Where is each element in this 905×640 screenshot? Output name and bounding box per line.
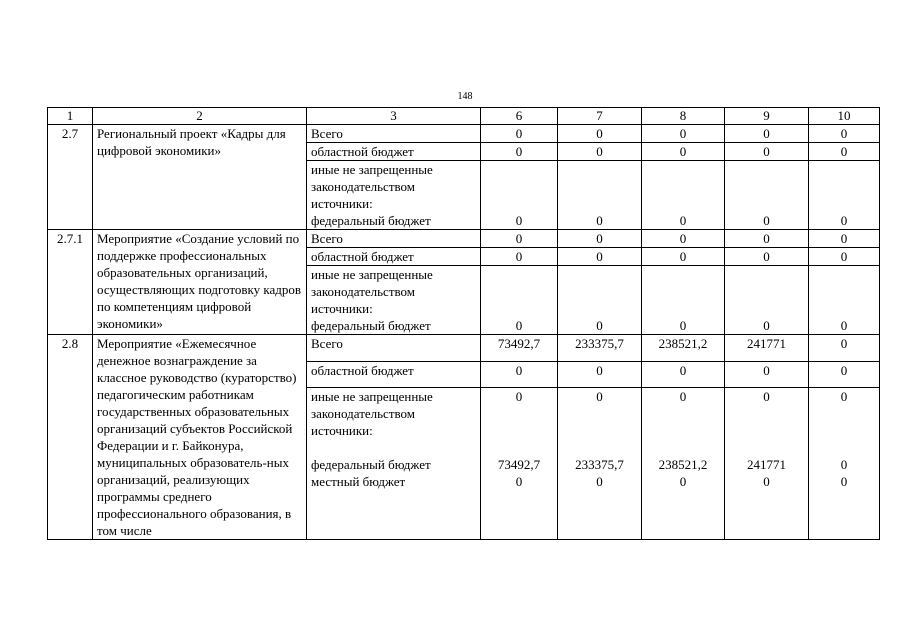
table-cell: 0 [642,230,725,248]
source-label: Всего [307,125,481,143]
table-cell [481,161,558,230]
cell-value: 0 [763,474,770,490]
row-name: Мероприятие «Создание условий по поддержке профессиональных образовательных организаций, осуществляющих подготовку кадров по компетенциям цифровой экономики» [93,230,307,335]
table-cell: 0 [809,230,880,248]
column-header: 3 [307,108,481,125]
table-cell: 0 [558,248,642,266]
cell-value: 0 [596,213,603,228]
table-row [48,335,880,362]
cell-value: 0 [763,389,770,405]
header-row [48,108,880,125]
source-label: областной бюджет [307,361,481,388]
table-cell: 0 [481,248,558,266]
source-label: областной бюджет [307,143,481,161]
table-cell [558,388,642,540]
cell-value: 0 [515,213,523,228]
table-cell [642,388,725,540]
table-cell: 0 [725,143,809,161]
cell-value: 0 [679,389,687,405]
page-number: 148 [457,91,473,102]
table-cell: 0 [809,143,880,161]
source-label [307,388,481,540]
cell-value: 0 [840,318,848,333]
table-cell [481,388,558,540]
cell-value: 233375,7 [575,457,624,473]
cell-value: 0 [763,213,770,228]
table-cell: 0 [809,248,880,266]
column-header: 1 [48,108,93,125]
source-label: Всего [307,335,481,362]
cell-value: 0 [679,213,687,228]
table-cell: 0 [809,361,880,388]
cell-value: 241771 [747,457,786,473]
table-cell: 233375,7 [558,335,642,362]
table-cell: 0 [481,361,558,388]
column-header: 6 [481,108,558,125]
source-label-line: законодательством [311,179,416,194]
source-label-line: иные не запрещенные [311,162,433,177]
source-label-line: источники: [311,196,373,211]
table-cell: 0 [725,230,809,248]
table-row [48,125,880,143]
column-header: 2 [93,108,307,125]
cell-value: 0 [763,318,770,333]
table-cell: 0 [642,125,725,143]
table-cell: 0 [725,125,809,143]
source-label-line: законодательством [311,284,416,299]
column-header: 7 [558,108,642,125]
table-cell: 241771 [725,335,809,362]
table-cell: 0 [558,230,642,248]
source-label: областной бюджет [307,248,481,266]
table-cell: 0 [558,361,642,388]
cell-value: 0 [840,213,848,228]
table-cell: 0 [642,143,725,161]
cell-value: 73492,7 [497,457,541,473]
cell-value: 0 [515,318,523,333]
table-cell [809,266,880,335]
table-cell [809,388,880,540]
source-label-line: законодательством [311,406,416,422]
table-cell [558,161,642,230]
column-header: 10 [809,108,880,125]
row-name: Региональный проект «Кадры для цифровой экономики» [93,125,307,230]
row-number: 2.7 [48,125,93,230]
table-cell [725,266,809,335]
column-header: 8 [642,108,725,125]
table-cell [725,388,809,540]
cell-value: 0 [596,474,603,490]
cell-value: 0 [840,457,848,473]
table-cell [809,161,880,230]
table-cell: 0 [481,230,558,248]
source-label [307,266,481,335]
table-cell: 238521,2 [642,335,725,362]
table-cell: 0 [809,125,880,143]
table-cell: 0 [809,335,880,362]
table-cell [642,266,725,335]
row-number: 2.8 [48,335,93,540]
row-name: Мероприятие «Ежемесячное денежное вознаграждение за классное руководство (кураторство) педагогическим работникам государственных образовательных организаций субъектов Российской Федерации и г. Байконура, муниципальных образователь-ных организаций, реализующих программы среднего профессионального образования, в том числе [93,335,307,540]
table-cell: 73492,7 [481,335,558,362]
source-label-line: федеральный бюджет [311,213,431,228]
table-cell [725,161,809,230]
source-label-line: источники: [311,423,373,439]
table-cell: 0 [642,248,725,266]
cell-value: 0 [840,389,848,405]
source-label-line: федеральный бюджет [311,318,431,333]
table-cell: 0 [481,125,558,143]
cell-value: 238521,2 [658,457,708,473]
table-row [48,230,880,248]
table-cell: 0 [558,143,642,161]
table-cell [481,266,558,335]
table-cell: 0 [725,361,809,388]
table-cell: 0 [558,125,642,143]
cell-value: 0 [679,318,687,333]
source-label-line: иные не запрещенные [311,389,433,405]
cell-value: 0 [515,474,523,490]
table-cell: 0 [642,361,725,388]
source-label-line: федеральный бюджет [311,457,431,473]
column-header: 9 [725,108,809,125]
source-label-line: источники: [311,301,373,316]
source-label-line: местный бюджет [311,474,406,490]
table-cell [558,266,642,335]
source-label: Всего [307,230,481,248]
table-cell [642,161,725,230]
budget-table [47,107,880,540]
cell-value: 0 [840,474,848,490]
source-label-line: иные не запрещенные [311,267,433,282]
table-cell: 0 [725,248,809,266]
cell-value: 0 [596,389,603,405]
cell-value: 0 [596,318,603,333]
row-number: 2.7.1 [48,230,93,335]
table-cell: 0 [481,143,558,161]
cell-value: 0 [515,389,523,405]
cell-value: 0 [679,474,687,490]
source-label [307,161,481,230]
